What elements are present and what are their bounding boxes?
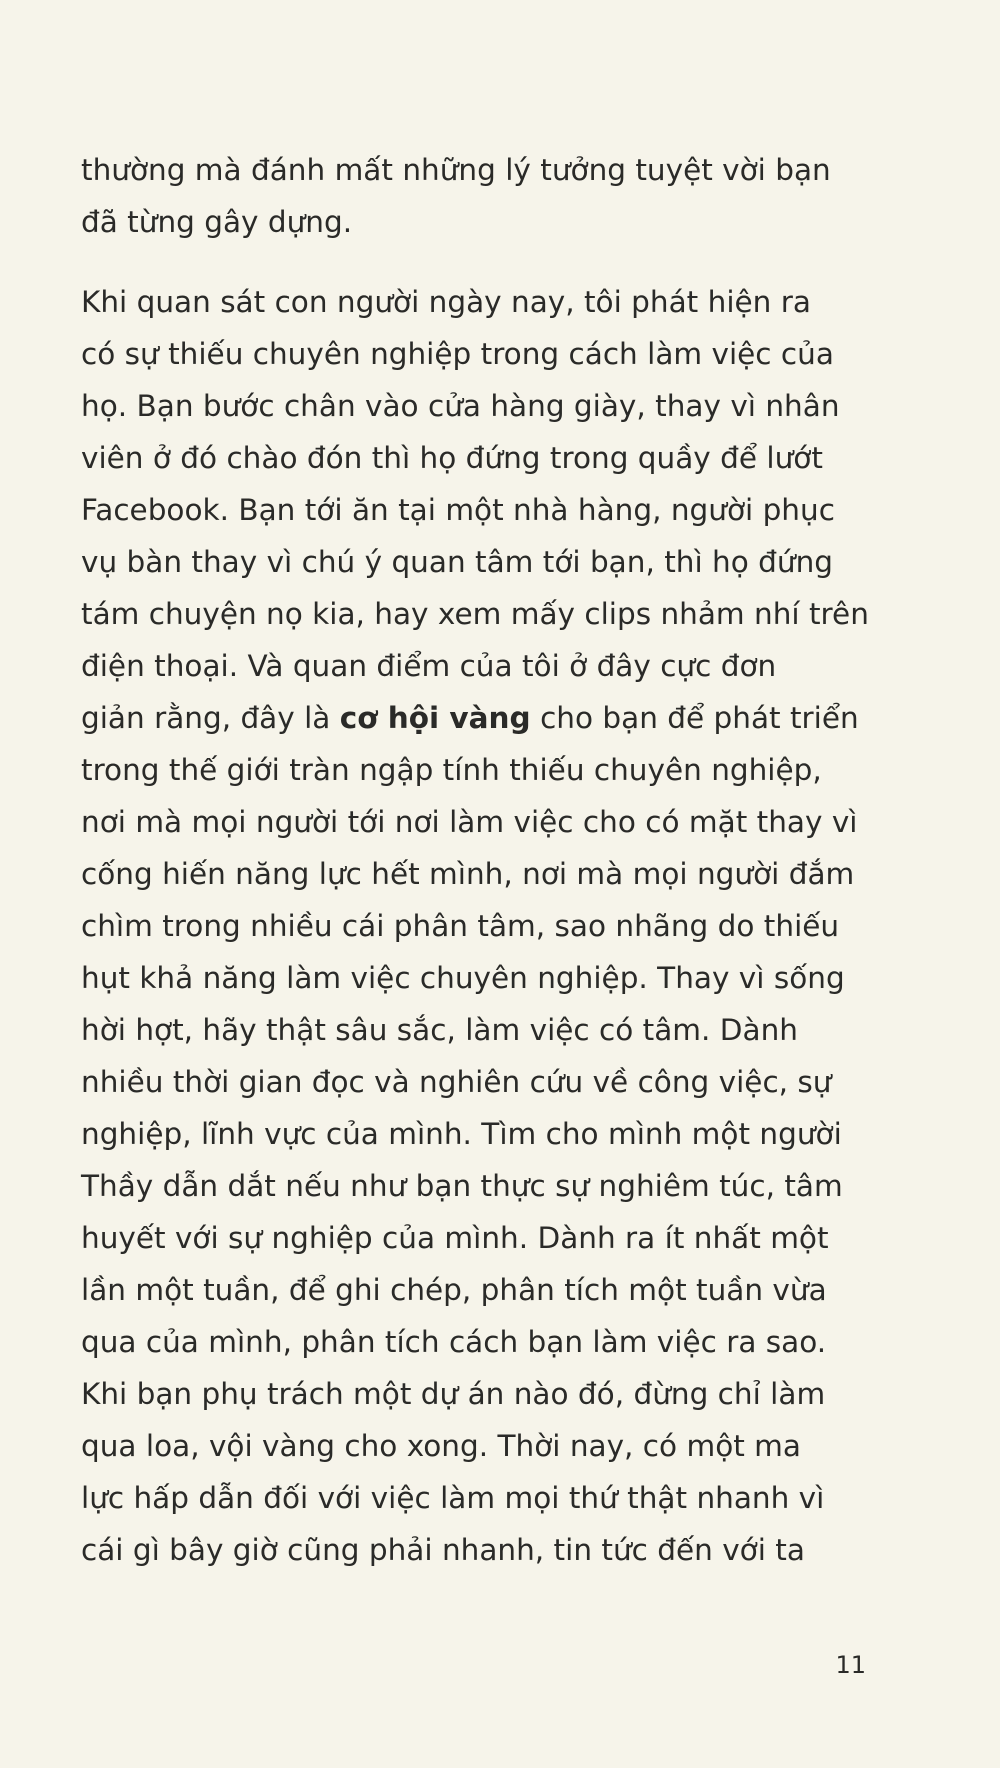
text-line: Thầy dẫn dắt nếu như bạn thực sự nghiêm túc, tâm <box>81 1169 843 1203</box>
bold-phrase: cơ hội vàng <box>339 701 531 735</box>
paragraph-2 <box>81 276 905 1576</box>
text-line: có sự thiếu chuyên nghiệp trong cách làm việc của <box>81 337 834 371</box>
text-line: vụ bàn thay vì chú ý quan tâm tới bạn, thì họ đứng <box>81 545 834 579</box>
text-line: nhiều thời gian đọc và nghiên cứu về công việc, sự <box>81 1065 832 1099</box>
text-line: thường mà đánh mất những lý tưởng tuyệt vời bạn <box>81 153 831 187</box>
text-line: trong thế giới tràn ngập tính thiếu chuyên nghiệp, <box>81 753 822 787</box>
text-line: cống hiến năng lực hết mình, nơi mà mọi người đắm <box>81 857 855 891</box>
text-line: lực hấp dẫn đối với việc làm mọi thứ thật nhanh vì <box>81 1481 825 1515</box>
text-line: nghiệp, lĩnh vực của mình. Tìm cho mình một người <box>81 1117 842 1151</box>
text-run: cho bạn để phát triển <box>530 701 859 735</box>
text-line: Khi bạn phụ trách một dự án nào đó, đừng chỉ làm <box>81 1377 826 1411</box>
text-line: qua loa, vội vàng cho xong. Thời nay, có một ma <box>81 1429 801 1463</box>
paragraph-1 <box>81 144 905 248</box>
text-line: chìm trong nhiều cái phân tâm, sao nhãng do thiếu <box>81 909 840 943</box>
text-line: Facebook. Bạn tới ăn tại một nhà hàng, người phục <box>81 493 835 527</box>
text-line: hời hợt, hãy thật sâu sắc, làm việc có tâm. Dành <box>81 1013 798 1047</box>
text-run: giản rằng, đây là <box>81 701 340 735</box>
text-line: hụt khả năng làm việc chuyên nghiệp. Thay vì sống <box>81 961 845 995</box>
text-line: điện thoại. Và quan điểm của tôi ở đây cực đơn <box>81 649 777 683</box>
text-line: Khi quan sát con người ngày nay, tôi phát hiện ra <box>81 285 811 319</box>
text-line: lần một tuần, để ghi chép, phân tích một tuần vừa <box>81 1273 827 1307</box>
text-line-with-bold <box>81 692 905 744</box>
text-line: họ. Bạn bước chân vào cửa hàng giày, thay vì nhân <box>81 389 840 423</box>
text-line: cái gì bây giờ cũng phải nhanh, tin tức đến với ta <box>81 1533 805 1567</box>
text-line: tám chuyện nọ kia, hay xem mấy clips nhảm nhí trên <box>81 597 869 631</box>
page-number: 11 <box>835 1651 866 1679</box>
text-line: huyết với sự nghiệp của mình. Dành ra ít nhất một <box>81 1221 829 1255</box>
text-line: nơi mà mọi người tới nơi làm việc cho có mặt thay vì <box>81 805 858 839</box>
text-line: qua của mình, phân tích cách bạn làm việc ra sao. <box>81 1325 827 1359</box>
text-line: viên ở đó chào đón thì họ đứng trong quầy để lướt <box>81 441 823 475</box>
text-line: đã từng gây dựng. <box>81 205 353 239</box>
